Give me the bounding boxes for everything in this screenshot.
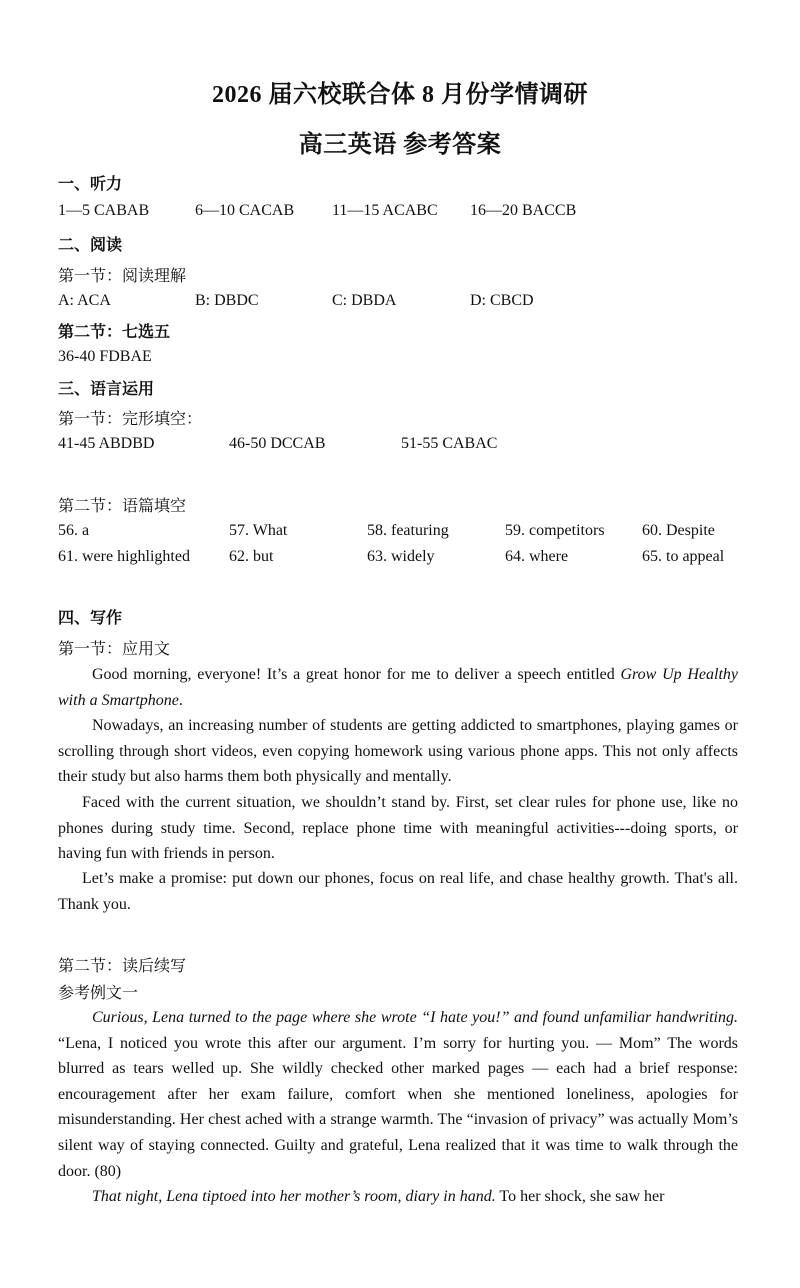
listening-answer: 6—10 CACAB bbox=[195, 202, 295, 219]
writing-part1-label: 第一节：应用文 bbox=[58, 641, 171, 658]
sample-paragraph-2 bbox=[58, 1184, 738, 1210]
cloze-answers-row bbox=[0, 435, 800, 457]
speech-paragraph-4: Let’s make a promise: put down our phones, focus on real life, and chase healthy growth. That's all. Thank you. bbox=[58, 870, 738, 913]
reading-answer: D: CBCD bbox=[470, 292, 534, 309]
language-part2-label: 第二节：语篇填空 bbox=[58, 498, 187, 515]
sample-text: “Lena, I noticed you wrote this after our argument. I’m sorry for hurting you. — Mom” The words blurred as tears welled up. She wildly checked other marked pages — each had a brief response: encouragement after her exam failure, comfort when she mentioned loneliness, apologies for misunderstanding. Her chest ached with a strange warmth. The “invasion of privacy” was actually Mom’s silent way of staying connected. Guilty and grateful, Lena realized that it was time to walk through the door. (80) bbox=[58, 1034, 738, 1180]
speech-paragraph-1 bbox=[58, 662, 738, 713]
writing-heading: 四、写作 bbox=[58, 610, 123, 627]
reading-part1-label: 第一节：阅读理解 bbox=[58, 268, 187, 285]
reading-part2-label: 第二节：七选五 bbox=[58, 324, 171, 341]
fill-answer: 63. widely bbox=[367, 548, 435, 565]
page-subtitle: 高三英语 参考答案 bbox=[298, 132, 502, 158]
listening-answer: 16—20 BACCB bbox=[470, 202, 577, 219]
speech-title: Grow Up Healthy with a Smartphone bbox=[58, 666, 739, 709]
speech-paragraph-3: Faced with the current situation, we shouldn’t stand by. First, set clear rules for phone use, like no phones during study time. Second, replace phone time with meaningful activities---doing sports, or having fun with friends in person. bbox=[58, 794, 738, 863]
speech-text: Good morning, everyone! It’s a great honor for me to deliver a speech entitled bbox=[92, 666, 621, 683]
fill-answer: 57. What bbox=[229, 522, 288, 539]
fill-answer: 56. a bbox=[58, 522, 90, 539]
sample-text: To her shock, she saw her bbox=[495, 1188, 665, 1205]
sample-paragraph-1 bbox=[58, 1005, 738, 1184]
reading-answer: A: ACA bbox=[58, 292, 111, 309]
listening-heading: 一、听力 bbox=[58, 176, 123, 193]
sample-essay-label: 参考例文一 bbox=[58, 985, 139, 1002]
speech-paragraph-2: Nowadays, an increasing number of students are getting addicted to smartphones, playing games or scrolling through short videos, even copying homework using various phone apps. This not only affects their study but also harms them both physically and mentally. bbox=[58, 717, 738, 786]
sample-lead-sentence: That night, Lena tiptoed into her mother’s room, diary in hand. bbox=[92, 1188, 496, 1205]
fill-answers-row-2 bbox=[0, 548, 800, 570]
cloze-answer: 41-45 ABDBD bbox=[58, 435, 155, 452]
fill-answer: 62. but bbox=[229, 548, 274, 565]
fill-answer: 61. were highlighted bbox=[58, 548, 190, 565]
reading-answer: C: DBDA bbox=[332, 292, 397, 309]
listening-answer: 1—5 CABAB bbox=[58, 202, 150, 219]
fill-answer: 60. Despite bbox=[642, 522, 715, 539]
reading-answer: B: DBDC bbox=[195, 292, 259, 309]
fill-answer: 65. to appeal bbox=[642, 548, 725, 565]
speech-text: . bbox=[178, 691, 183, 709]
listening-answer: 11—15 ACABC bbox=[332, 202, 438, 219]
fill-answer: 58. featuring bbox=[367, 522, 449, 539]
language-part1-label: 第一节：完形填空： bbox=[58, 411, 203, 428]
listening-answers-row bbox=[0, 202, 800, 224]
cloze-answer: 51-55 CABAC bbox=[401, 435, 498, 452]
sample-lead-sentence: Curious, Lena turned to the page where she wrote “I hate you!” and found unfamiliar handwriting. bbox=[92, 1009, 738, 1026]
writing-part2-label: 第二节：读后续写 bbox=[58, 958, 187, 975]
page-title: 2026 届六校联合体 8 月份学情调研 bbox=[212, 82, 588, 108]
language-heading: 三、语言运用 bbox=[58, 381, 155, 398]
reading-answers-row bbox=[0, 292, 800, 314]
reading-part2-answer: 36-40 FDBAE bbox=[58, 348, 152, 365]
reading-heading: 二、阅读 bbox=[58, 237, 123, 254]
fill-answer: 59. competitors bbox=[505, 522, 605, 539]
fill-answers-row-1 bbox=[0, 522, 800, 544]
cloze-answer: 46-50 DCCAB bbox=[229, 435, 326, 452]
fill-answer: 64. where bbox=[505, 548, 569, 565]
